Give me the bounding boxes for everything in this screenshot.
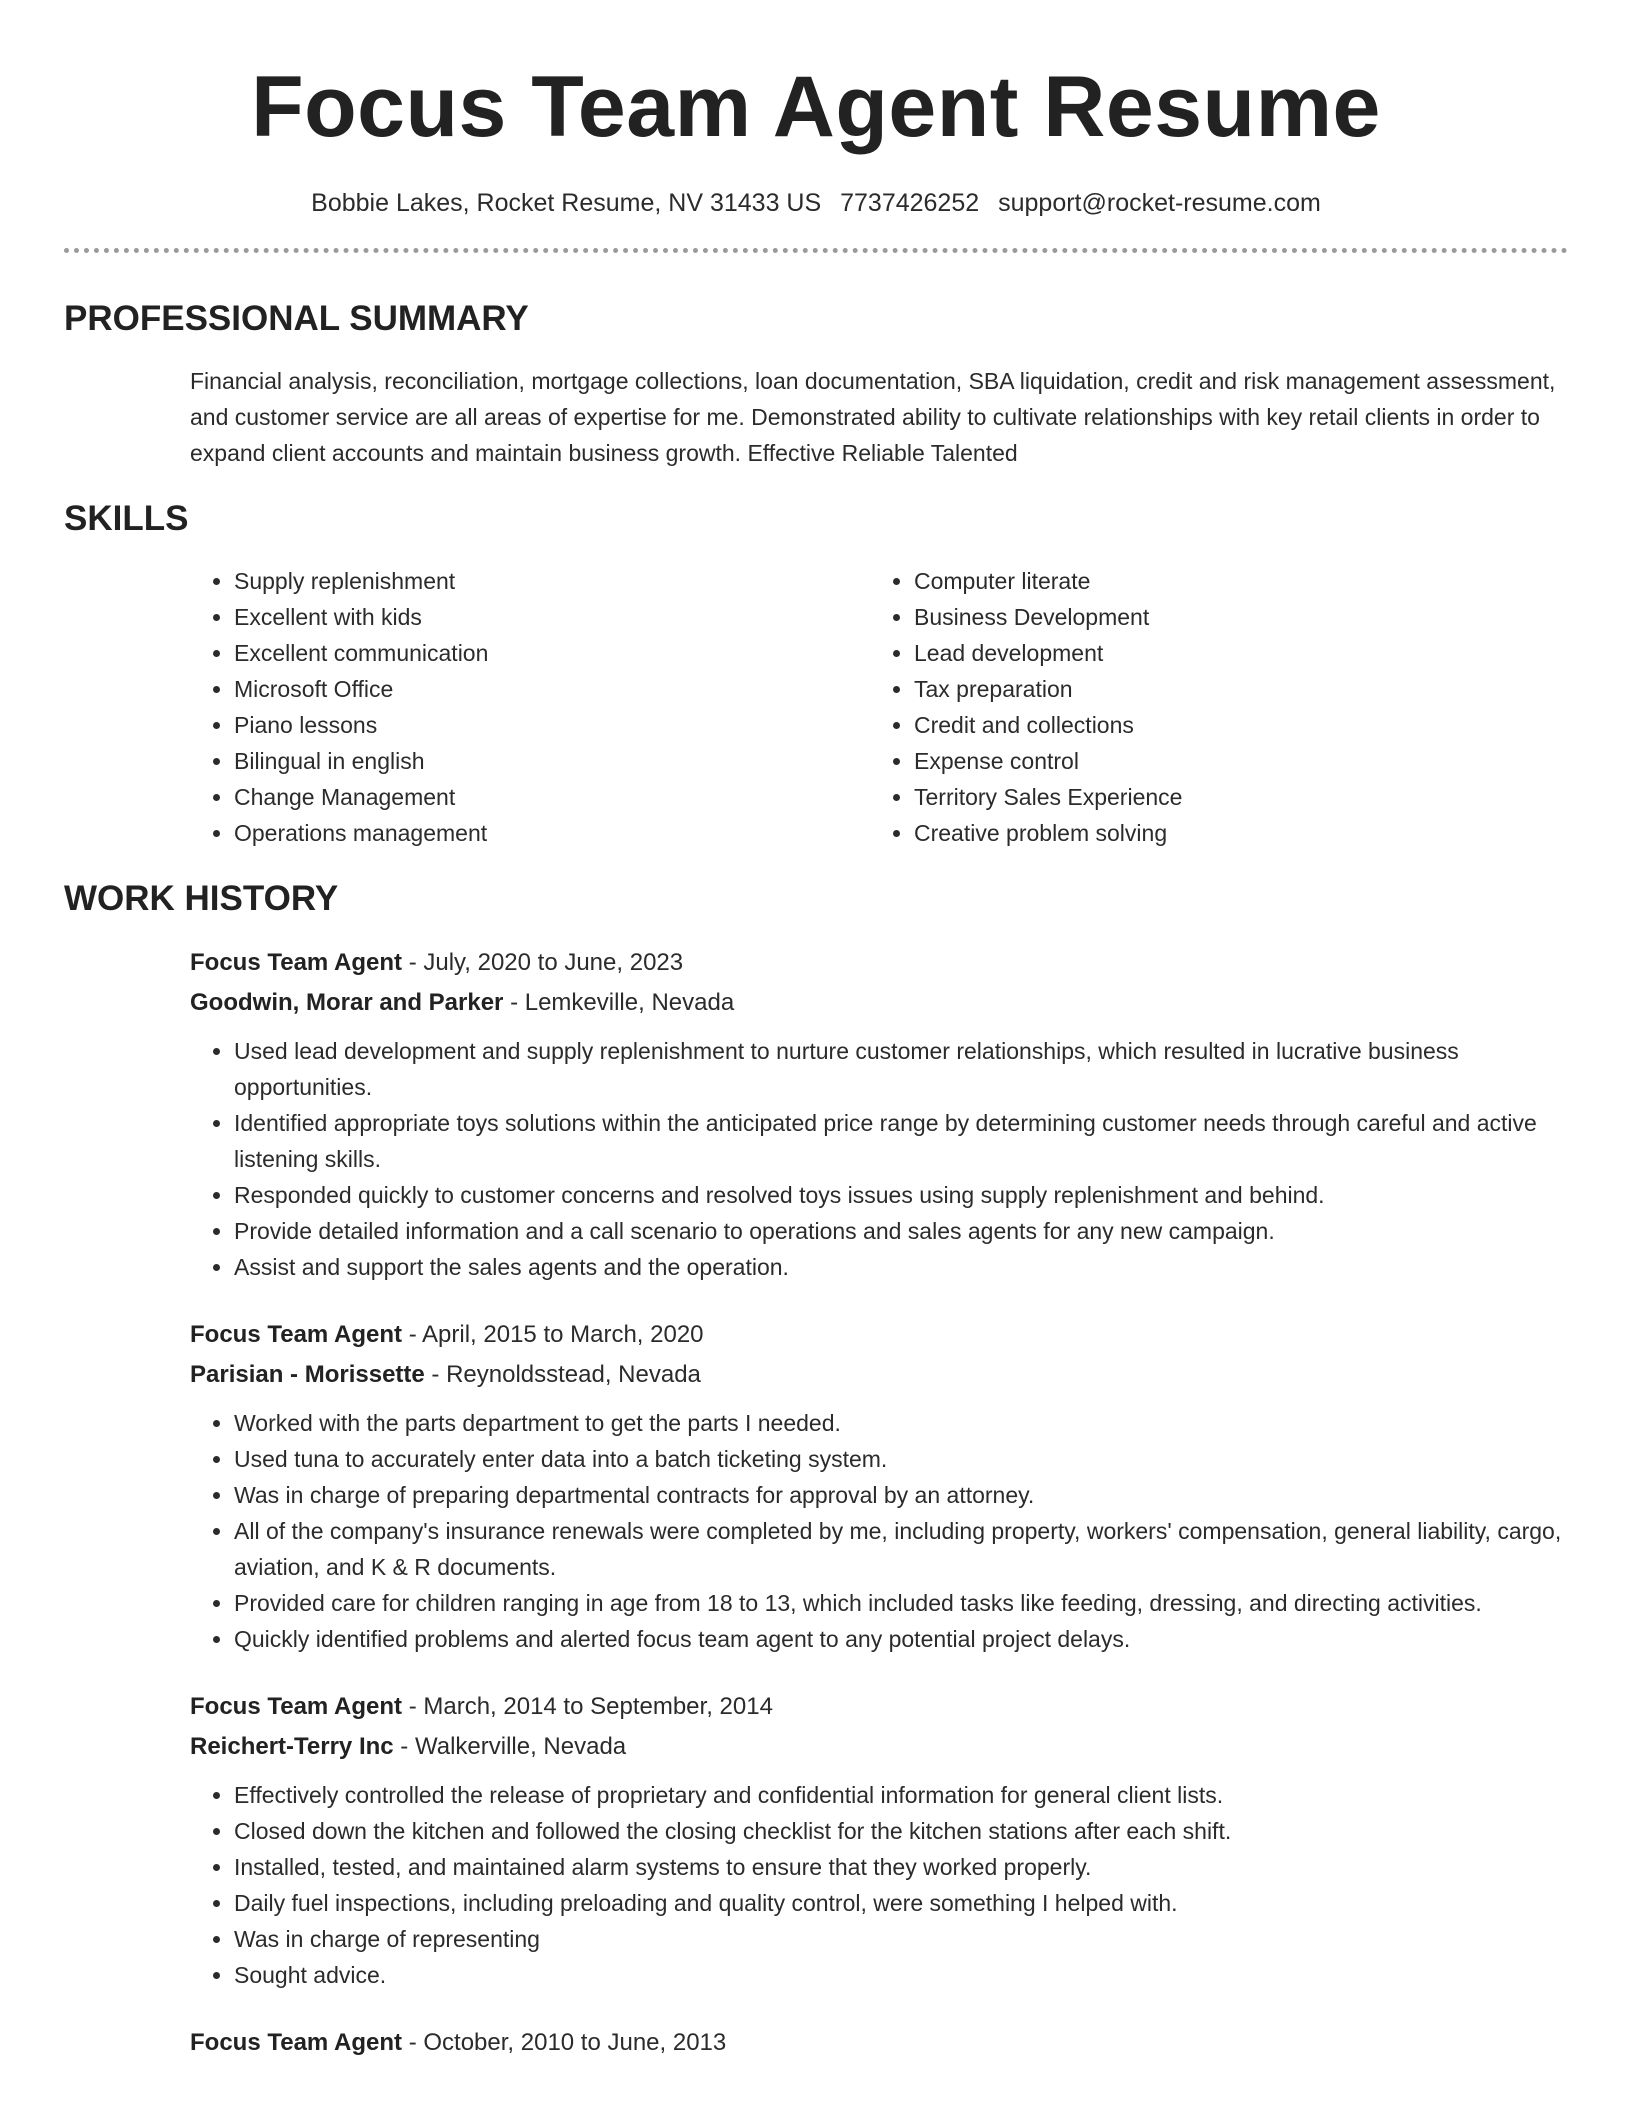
list-item: • Assist and support the sales agents and the operation. [234, 1249, 1568, 1285]
job-title-line [190, 1315, 1568, 1355]
list-item: • Supply replenishment [234, 563, 870, 599]
job-title-line [190, 2023, 1568, 2063]
job-title: Focus Team Agent [190, 2029, 403, 2056]
job-dates: - July, 2020 to June, 2023 [402, 949, 684, 976]
resume-page [64, 0, 1568, 2063]
summary-heading: PROFESSIONAL SUMMARY [64, 299, 529, 338]
skills-columns [190, 563, 1568, 851]
list-item: • Business Development [914, 599, 1550, 635]
list-item: • Operations management [234, 815, 870, 851]
list-item: • Provide detailed information and a call scenario to operations and sales agents for any new campaign. [234, 1213, 1568, 1249]
job-entry [190, 2023, 1568, 2063]
job-company-line [190, 1355, 1568, 1395]
list-item: • Sought advice. [234, 1957, 1568, 1993]
list-item: • Effectively controlled the release of proprietary and confidential information for general client lists. [234, 1777, 1568, 1813]
list-item: • Change Management [234, 779, 870, 815]
summary-text: Financial analysis, reconciliation, mortgage collections, loan documentation, SBA liquidation, credit and risk management assessment, and customer service are all areas of expertise for me. Demonstrated ability to cultivate relationships with key retail clients in order to expand client accounts and maintain business growth. Effective Reliable Talented [190, 368, 1556, 466]
job-title-line [190, 943, 1568, 983]
list-item: • Excellent communication [234, 635, 870, 671]
list-item: • Expense control [914, 743, 1550, 779]
job-title: Focus Team Agent [190, 1693, 403, 1720]
list-item: • Closed down the kitchen and followed the closing checklist for the kitchen stations after each shift. [234, 1813, 1568, 1849]
job-title-line [190, 1687, 1568, 1727]
job-dates: - October, 2010 to June, 2013 [402, 2029, 727, 2056]
skills-right-list [870, 563, 1550, 851]
list-item: • Creative problem solving [914, 815, 1550, 851]
list-item: • Daily fuel inspections, including preloading and quality control, were something I helped with. [234, 1885, 1568, 1921]
job-title: Focus Team Agent [190, 1321, 403, 1348]
skills-heading: SKILLS [64, 499, 189, 538]
list-item: • Bilingual in english [234, 743, 870, 779]
job-location: - Reynoldsstead, Nevada [424, 1361, 701, 1388]
list-item: • Lead development [914, 635, 1550, 671]
list-item: • Territory Sales Experience [914, 779, 1550, 815]
job-company: Goodwin, Morar and Parker [190, 989, 504, 1016]
list-item: • Credit and collections [914, 707, 1550, 743]
list-item: • Quickly identified problems and alerted focus team agent to any potential project delays. [234, 1621, 1568, 1657]
job-entry [190, 943, 1568, 1285]
job-bullets [190, 1777, 1568, 1993]
list-item: • Excellent with kids [234, 599, 870, 635]
list-item: • Microsoft Office [234, 671, 870, 707]
list-item: • Responded quickly to customer concerns and resolved toys issues using supply replenishment and behind. [234, 1177, 1568, 1213]
job-company: Reichert-Terry Inc [190, 1733, 394, 1760]
job-bullets [190, 1405, 1568, 1657]
job-dates: - March, 2014 to September, 2014 [402, 1693, 773, 1720]
list-item: • Was in charge of representing [234, 1921, 1568, 1957]
list-item: • Was in charge of preparing departmental contracts for approval by an attorney. [234, 1477, 1568, 1513]
skills-left-list [190, 563, 870, 851]
job-entry [190, 1315, 1568, 1657]
contact-address: Bobbie Lakes, Rocket Resume, NV 31433 US [311, 189, 822, 217]
list-item: • Used tuna to accurately enter data into a batch ticketing system. [234, 1441, 1568, 1477]
contact-phone: 7737426252 [840, 189, 980, 217]
list-item: • Used lead development and supply replenishment to nurture customer relationships, which resulted in lucrative business opportunities. [234, 1033, 1568, 1105]
list-item: • Tax preparation [914, 671, 1550, 707]
list-item: • All of the company's insurance renewals were completed by me, including property, workers' compensation, general liability, cargo, aviation, and K & R documents. [234, 1513, 1568, 1585]
job-location: - Walkerville, Nevada [393, 1733, 627, 1760]
contact-line [64, 186, 1568, 220]
job-dates: - April, 2015 to March, 2020 [402, 1321, 704, 1348]
list-item: • Computer literate [914, 563, 1550, 599]
job-company-line [190, 1727, 1568, 1767]
job-entry [190, 1687, 1568, 1993]
list-item: • Identified appropriate toys solutions within the anticipated price range by determining customer needs through careful and active listening skills. [234, 1105, 1568, 1177]
page-title: Focus Team Agent Resume [251, 59, 1381, 155]
job-title: Focus Team Agent [190, 949, 403, 976]
job-bullets [190, 1033, 1568, 1285]
list-item: • Worked with the parts department to get the parts I needed. [234, 1405, 1568, 1441]
header-divider [64, 248, 1568, 253]
job-company: Parisian - Morissette [190, 1361, 425, 1388]
list-item: • Provided care for children ranging in age from 18 to 13, which included tasks like feeding, dressing, and directing activities. [234, 1585, 1568, 1621]
job-company-line [190, 983, 1568, 1023]
contact-email: support@rocket-resume.com [998, 189, 1321, 217]
list-item: • Installed, tested, and maintained alarm systems to ensure that they worked properly. [234, 1849, 1568, 1885]
work-heading: WORK HISTORY [64, 879, 339, 918]
job-location: - Lemkeville, Nevada [503, 989, 735, 1016]
list-item: • Piano lessons [234, 707, 870, 743]
